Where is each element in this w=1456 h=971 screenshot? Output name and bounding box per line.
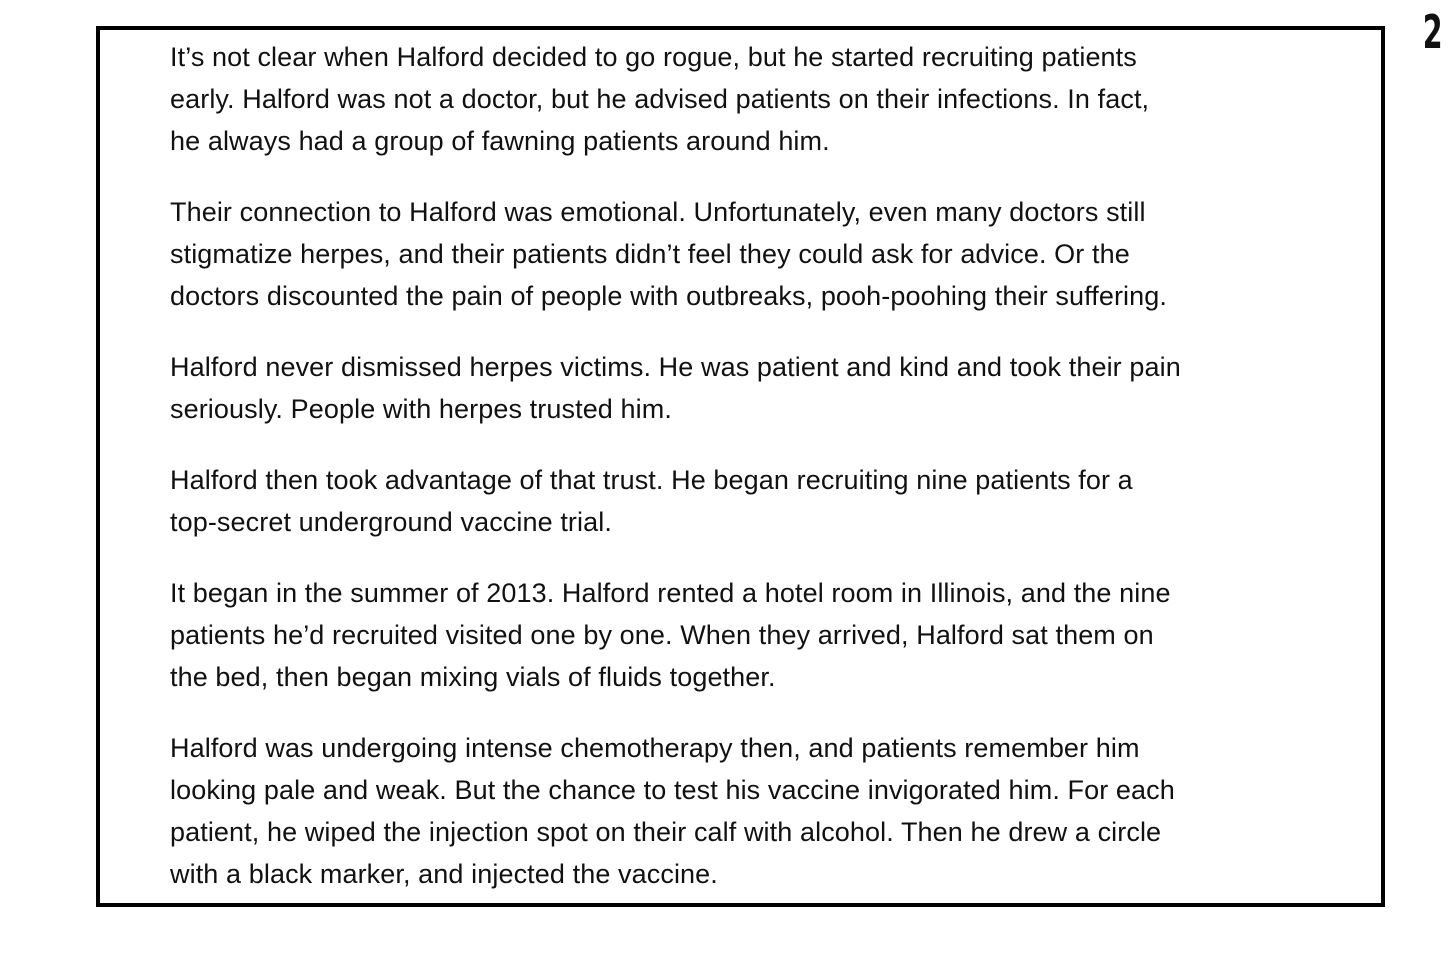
story-frame	[96, 26, 1385, 907]
paragraph-5	[170, 572, 1340, 698]
story-text	[170, 36, 1340, 924]
text-line: seriously. People with herpes trusted him.	[170, 394, 672, 424]
text-line: he always had a group of fawning patients around him.	[170, 126, 830, 156]
paragraph-2	[170, 191, 1340, 317]
text-line: stigmatize herpes, and their patients didn’t feel they could ask for advice. Or the	[170, 239, 1130, 269]
text-line: doctors discounted the pain of people with outbreaks, pooh-poohing their suffering.	[170, 281, 1167, 311]
paragraph-3	[170, 346, 1340, 430]
text-line: early. Halford was not a doctor, but he advised patients on their infections. In fact,	[170, 84, 1150, 114]
text-line: Halford then took advantage of that trust. He began recruiting nine patients for a	[170, 465, 1133, 495]
text-line: Halford never dismissed herpes victims. He was patient and kind and took their pain	[170, 352, 1181, 382]
text-line: patients he’d recruited visited one by one. When they arrived, Halford sat them on	[170, 620, 1154, 650]
paragraph-1	[170, 36, 1340, 162]
page-number: 2	[1422, 5, 1442, 59]
text-line: top-secret underground vaccine trial.	[170, 507, 612, 537]
text-line: Their connection to Halford was emotional. Unfortunately, even many doctors still	[170, 197, 1146, 227]
paragraph-4	[170, 459, 1340, 543]
text-line: looking pale and weak. But the chance to test his vaccine invigorated him. For each	[170, 775, 1175, 805]
text-line: with a black marker, and injected the vaccine.	[170, 859, 718, 889]
paragraph-6	[170, 727, 1340, 895]
text-line: Halford was undergoing intense chemotherapy then, and patients remember him	[170, 733, 1140, 763]
text-line: It’s not clear when Halford decided to go rogue, but he started recruiting patients	[170, 42, 1137, 72]
text-line: patient, he wiped the injection spot on their calf with alcohol. Then he drew a circle	[170, 817, 1162, 847]
text-line: It began in the summer of 2013. Halford rented a hotel room in Illinois, and the nine	[170, 578, 1171, 608]
text-line: the bed, then began mixing vials of fluids together.	[170, 662, 776, 692]
